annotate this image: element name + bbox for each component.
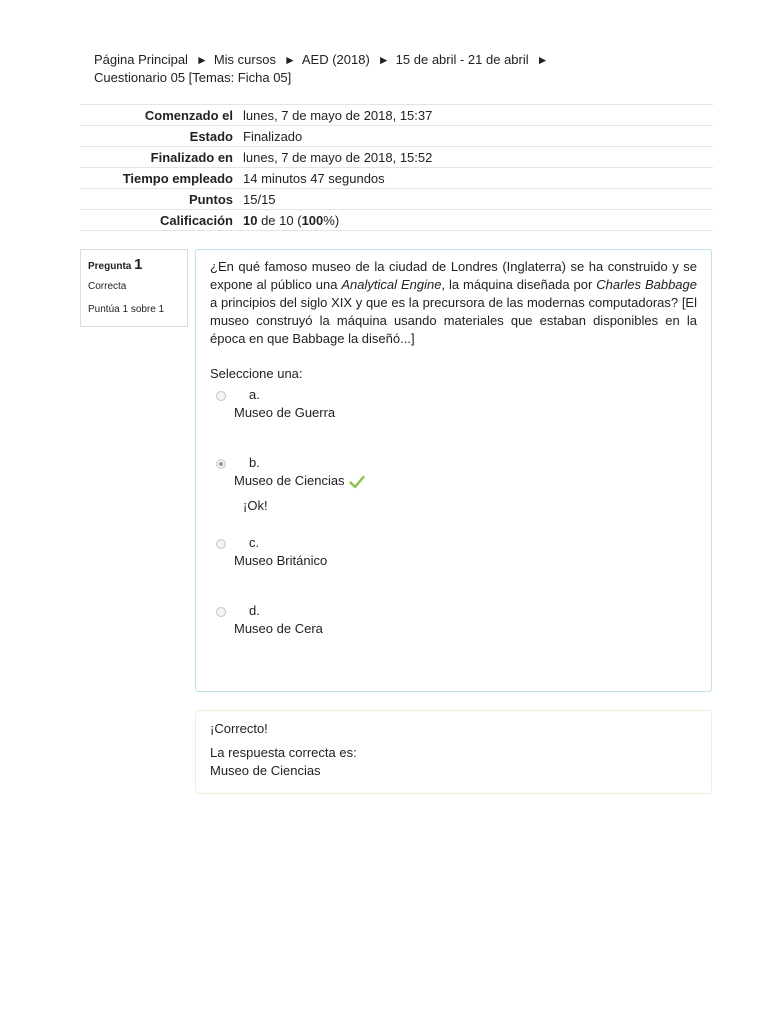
correct-answer-label: La respuesta correcta es:	[210, 745, 357, 760]
answer-text: Museo de Guerra	[234, 405, 336, 420]
answer-letter: a.	[249, 387, 260, 402]
breadcrumb-home-link[interactable]: Página Principal	[94, 52, 188, 67]
answer-option-c[interactable]	[216, 535, 697, 595]
grade-percent-suffix: %)	[323, 212, 340, 228]
answer-letter: c.	[249, 535, 260, 550]
grade-score: 10	[243, 212, 258, 228]
breadcrumb-separator-icon: ►	[195, 53, 208, 67]
question-number-value: 1	[134, 256, 143, 273]
summary-value: 15/15	[243, 189, 713, 210]
summary-grade-value	[243, 210, 713, 231]
question-info-box	[80, 249, 188, 327]
summary-label: Tiempo empleado	[80, 168, 243, 189]
answer-letter: d.	[249, 603, 260, 618]
question-text-emphasis: Analytical Engine	[341, 277, 442, 292]
summary-label: Puntos	[80, 189, 243, 210]
summary-value: 14 minutos 47 segundos	[243, 168, 713, 189]
summary-row-grade	[80, 210, 713, 231]
summary-label: Comenzado el	[80, 105, 243, 126]
answer-feedback: ¡Ok!	[243, 498, 268, 513]
question-text-part: a principios del siglo XIX y que es la precursora de las modernas computadoras? [El museo construyó la máquina usando materiales que estaban disponibles en la época en que Babbage la diseñó...]	[210, 295, 697, 346]
summary-label: Finalizado en	[80, 147, 243, 168]
summary-row-time-taken	[80, 168, 713, 189]
question-content-box	[195, 249, 712, 692]
select-one-prompt: Seleccione una:	[210, 366, 303, 381]
feedback-box	[195, 710, 712, 794]
answer-text: Museo de Ciencias	[234, 473, 345, 488]
question-text-part: , la máquina diseñada por	[441, 277, 597, 292]
question-state: Correcta	[88, 281, 127, 292]
summary-value: lunes, 7 de mayo de 2018, 15:52	[243, 147, 713, 168]
correct-answer-value: Museo de Ciencias	[210, 763, 321, 778]
summary-label: Estado	[80, 126, 243, 147]
answer-text: Museo de Cera	[234, 621, 323, 636]
summary-row-points	[80, 189, 713, 210]
question-text	[210, 258, 697, 348]
question-text-emphasis: Charles Babbage	[596, 277, 697, 292]
summary-row-state	[80, 126, 713, 147]
summary-row-started	[80, 105, 713, 126]
checkmark-icon	[349, 475, 365, 489]
answer-radio-c[interactable]	[216, 539, 226, 549]
answer-text-row	[234, 473, 365, 489]
breadcrumb	[94, 51, 614, 87]
breadcrumb-my-courses-link[interactable]: Mis cursos	[213, 52, 276, 67]
breadcrumb-separator-icon: ►	[536, 53, 549, 67]
breadcrumb-quiz-link[interactable]: Cuestionario 05 [Temas: Ficha 05]	[94, 70, 292, 85]
breadcrumb-separator-icon: ►	[377, 53, 390, 67]
answer-option-d[interactable]	[216, 603, 697, 663]
answer-option-a[interactable]	[216, 387, 697, 447]
quiz-summary-table	[80, 104, 713, 231]
answer-option-b[interactable]	[216, 455, 697, 527]
summary-value: Finalizado	[243, 126, 713, 147]
answer-radio-d[interactable]	[216, 607, 226, 617]
grade-of-text: de 10 (	[257, 212, 302, 228]
answer-radio-a[interactable]	[216, 391, 226, 401]
question-grade: Puntúa 1 sobre 1	[88, 304, 165, 315]
question-number-label: Pregunta	[88, 261, 132, 272]
breadcrumb-week-link[interactable]: 15 de abril - 21 de abril	[395, 52, 529, 67]
summary-value: lunes, 7 de mayo de 2018, 15:37	[243, 105, 713, 126]
question-text-part: ¿En qué famoso museo de la ciudad de Londres (Inglaterra) se ha construido y se expone al público una	[210, 259, 697, 292]
answer-radio-b[interactable]	[216, 459, 226, 469]
answer-letter: b.	[249, 455, 260, 470]
breadcrumb-separator-icon: ►	[283, 53, 296, 67]
grade-percent: 100	[301, 212, 324, 228]
summary-label: Calificación	[80, 210, 243, 231]
question-number	[88, 256, 180, 273]
answer-text: Museo Británico	[234, 553, 328, 568]
summary-row-finished	[80, 147, 713, 168]
feedback-result: ¡Correcto!	[210, 721, 268, 736]
breadcrumb-course-link[interactable]: AED (2018)	[301, 52, 370, 67]
